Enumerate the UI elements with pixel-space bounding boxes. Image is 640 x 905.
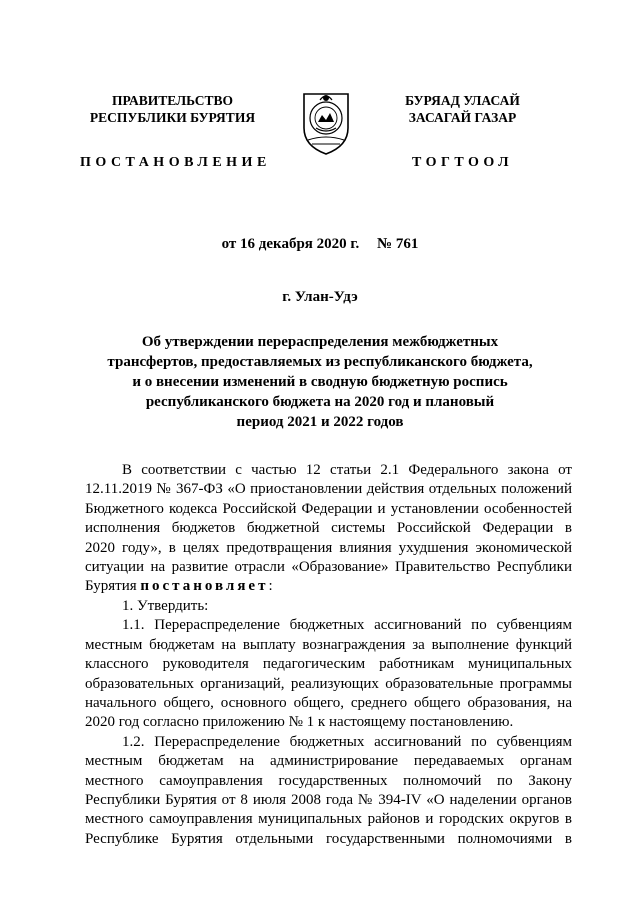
coat-of-arms-icon — [298, 84, 354, 156]
item-1-1-line: местным бюджетам на выплату вознаграждения за выполнение функций — [85, 636, 572, 653]
decree-title — [90, 332, 550, 432]
body-line: В соответствии с частью 12 статьи 2.1 Федерального закона от — [122, 462, 572, 478]
item-1-1-line: классного руководителя педагогическим работникам муниципальных — [85, 656, 572, 673]
preamble — [85, 461, 572, 597]
decree-items — [85, 597, 572, 849]
body-line: исполнения бюджетов бюджетной системы Российской Федерации в — [85, 520, 572, 537]
government-name-bur-line2: ЗАСАГАЙ ГАЗАР — [408, 110, 517, 125]
decree-verb: постановляет — [140, 578, 269, 595]
item-1: 1. Утвердить: — [122, 598, 209, 614]
title-line: Об утверждении перераспределения межбюджетных — [141, 334, 499, 350]
title-line: республиканского бюджета на 2020 год и плановый — [145, 394, 495, 410]
item-1-1-line: 1.1. Перераспределение бюджетных ассигнований по субвенциям — [122, 617, 572, 634]
item-1-1-line: начального общего, основного общего, среднего общего образования, на — [85, 694, 572, 711]
item-1-2-line: местным бюджетам на администрирование передаваемых органам — [85, 753, 572, 770]
body-line: Бюджетного кодекса Российской Федерации и установлении особенностей — [85, 500, 572, 517]
item-1-1-line: образовательных организаций, реализующих образовательные программы — [85, 675, 572, 692]
item-1-1-line: 2020 год согласно приложению № 1 к настоящему постановлению. — [85, 714, 514, 731]
item-1-2-line: 1.2. Перераспределение бюджетных ассигнований по субвенциям — [122, 733, 572, 750]
decree-number: № 761 — [377, 236, 419, 252]
header-right — [370, 92, 555, 171]
body-line — [85, 577, 572, 596]
title-line: и о внесении изменений в сводную бюджетную роспись — [132, 374, 508, 390]
title-line: период 2021 и 2022 годов — [236, 414, 404, 430]
item-1-2-line: местного самоуправления государственных полномочий по Закону — [85, 772, 572, 789]
preamble-last-suffix: : — [268, 578, 273, 595]
item-1-2-line: Республике Бурятия отдельными государственными полномочиями в — [85, 830, 572, 847]
header-left — [80, 92, 271, 171]
preamble-last-prefix: Бурятия — [85, 578, 137, 595]
document-kind-bur: ТОГТООЛ — [411, 155, 514, 170]
item-1-2-line: Республики Бурятия от 8 июля 2008 года № 394-IV «О наделении органов — [85, 791, 572, 808]
item-1-2-line: местного самоуправления муниципальных районов и городских округов в — [85, 811, 572, 828]
body-line: ситуации на развитие отрасли «Образование» Правительство Республики — [85, 558, 572, 575]
city: г. Улан-Удэ — [282, 289, 358, 305]
government-name-line1: ПРАВИТЕЛЬСТВО — [111, 93, 233, 108]
title-line: трансфертов, предоставляемых из республиканского бюджета, — [107, 354, 533, 370]
decree-date: от 16 декабря 2020 г. — [221, 236, 360, 252]
body-line: 2020 году», в целях предотвращения влияния ухудшения экономической — [85, 539, 572, 556]
government-name-bur-line1: БУРЯАД УЛАСАЙ — [405, 93, 520, 108]
body-line: 12.11.2019 № 367-ФЗ «О приостановлении действия отдельных положений — [85, 481, 572, 498]
document-kind-ru: ПОСТАНОВЛЕНИЕ — [80, 155, 271, 170]
date-number-line — [0, 236, 640, 253]
government-name-line2: РЕСПУБЛИКИ БУРЯТИЯ — [89, 110, 256, 125]
